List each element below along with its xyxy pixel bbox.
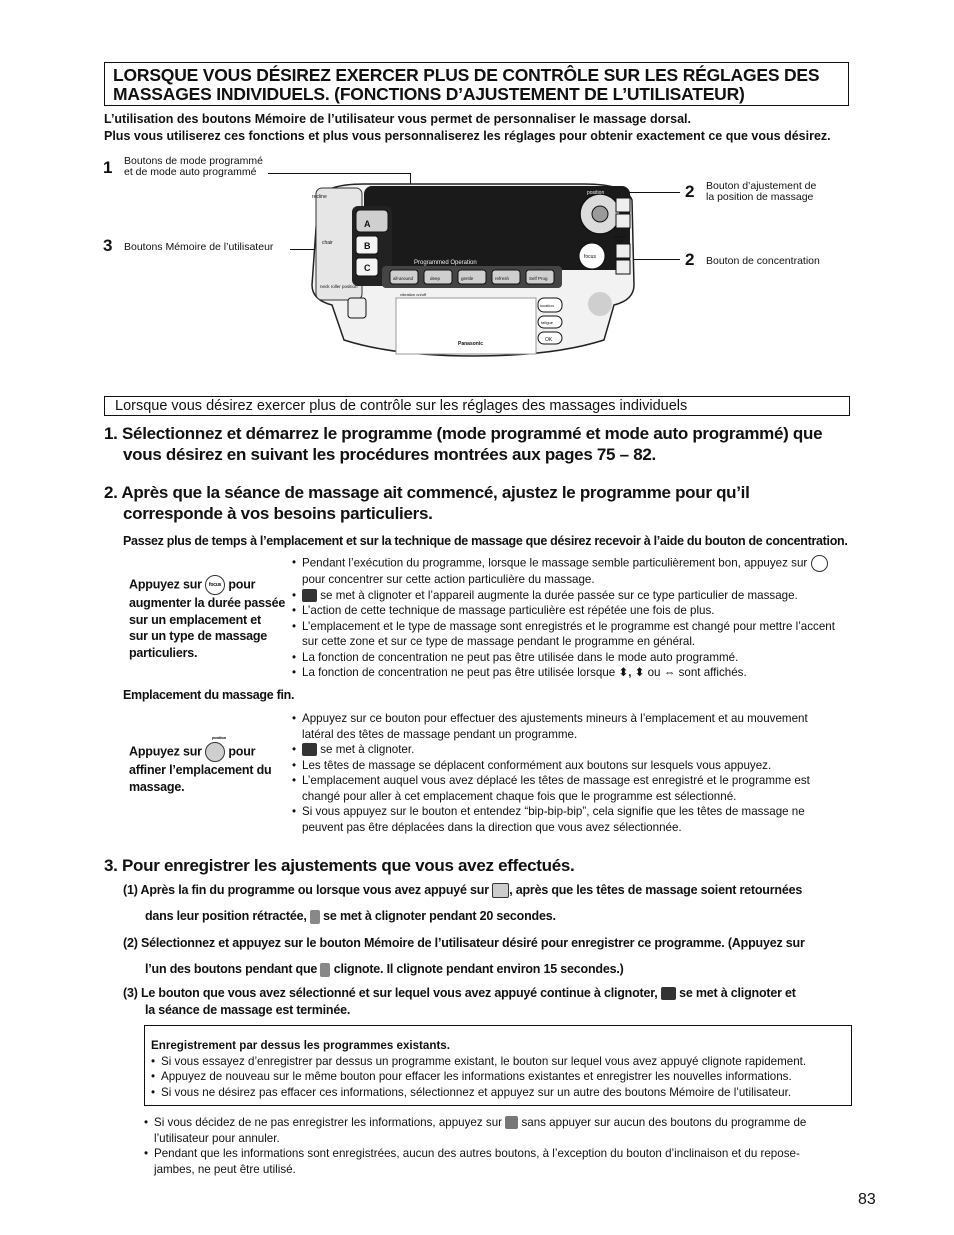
panel-focus-label: focus bbox=[584, 254, 596, 260]
focus-bullet-6 bbox=[292, 665, 852, 681]
position-side-text bbox=[129, 730, 271, 795]
save-step-3-c: la séance de massage est terminée. bbox=[145, 1003, 351, 1017]
intro-line2: Plus vous utiliserez ces fonctions et plus vous personnaliserez les réglages pour obtenir exactement ce que vous désirez. bbox=[104, 129, 831, 143]
position-bullet-1-a: Appuyez sur ce bouton pour effectuer des ajustements mineurs à l’emplacement et au mouvement bbox=[302, 712, 808, 725]
focus-bullet-1-b: pour concentrer sur cette action particulière du massage. bbox=[302, 573, 595, 586]
step-1-line2: vous désirez en suivant les procédures montrées aux pages 75 – 82. bbox=[123, 445, 656, 464]
position-bullet-1-b: latéral des têtes de massage pendant un programme. bbox=[302, 727, 578, 741]
position-bullet-4-a: L’emplacement auquel vous avez déplacé les têtes de massage est enregistré et le programme est bbox=[302, 774, 810, 787]
callout-label-2a bbox=[706, 181, 816, 203]
control-panel-illustration bbox=[304, 180, 644, 358]
user-memory-indicator-icon bbox=[320, 963, 330, 977]
focus-bullet-3: • L’action de cette technique de massage particulière est répétée une fois de plus. bbox=[292, 603, 852, 619]
panel-legs-label: legs bbox=[616, 238, 624, 243]
intro-text bbox=[104, 111, 864, 145]
step-2 bbox=[104, 482, 750, 524]
panel-memory-c: C bbox=[364, 263, 371, 273]
callout-number-2b: 2 bbox=[685, 250, 695, 269]
save-step-1 bbox=[123, 880, 853, 926]
focus-bullet-6-c: sont affichés. bbox=[678, 666, 747, 679]
position-bullet-4-b: changé pour aller à cet emplacement chaque fois que le programme est sélectionné. bbox=[302, 789, 737, 803]
panel-prog3: gentle bbox=[461, 276, 474, 281]
save-step-1-d: se met à clignoter pendant 20 secondes. bbox=[323, 909, 556, 923]
step-3: 3. Pour enregistrer les ajustements que vous avez effectués. bbox=[104, 856, 575, 875]
tail-bullet-1 bbox=[144, 1115, 844, 1146]
save-step-3 bbox=[123, 985, 853, 1019]
focus-bullet-6-b: ou bbox=[647, 666, 661, 679]
leader-line-1 bbox=[268, 173, 410, 174]
position-side-post: pour bbox=[228, 744, 256, 759]
panel-brand-label: Panasonic bbox=[458, 341, 484, 347]
callout-label-1-line2: et de mode auto programmé bbox=[124, 166, 257, 178]
save-step-2 bbox=[123, 933, 853, 979]
focus-side-line4: sur un type de massage bbox=[129, 629, 268, 643]
focus-button-icon bbox=[811, 555, 828, 572]
step-2-line2: corresponde à vos besoins particuliers. bbox=[123, 504, 433, 523]
position-bullet-5-b: peuvent pas être déplacées dans la direction que vous avez sélectionnée. bbox=[302, 820, 682, 834]
focus-bullet-list bbox=[292, 555, 852, 681]
focus-side-pre: Appuyez sur bbox=[129, 577, 202, 592]
page-number: 83 bbox=[858, 1191, 876, 1208]
tail-bullet-2 bbox=[144, 1146, 844, 1177]
seat-adjust-up-icon: ⬍, bbox=[618, 666, 632, 679]
position-bullet-2-text: se met à clignoter. bbox=[320, 743, 415, 756]
section-title-line2: MASSAGES INDIVIDUELS. (FONCTIONS D’AJUSTEMENT DE L’UTILISATEUR) bbox=[113, 84, 745, 104]
step-1-line1: 1. Sélectionnez et démarrez le programme (mode programmé et mode auto programmé) que bbox=[104, 424, 823, 443]
panel-chair-label: chair bbox=[322, 240, 333, 246]
user-memory-indicator-icon bbox=[310, 910, 320, 924]
tail-bullet-list bbox=[144, 1115, 844, 1177]
panel-neck-roller-label: neck roller position bbox=[320, 284, 358, 289]
focus-indicator-icon bbox=[302, 589, 317, 602]
seat-adjust-icon: ⬍ bbox=[634, 666, 645, 679]
focus-indicator-icon bbox=[661, 987, 676, 1000]
save-step-1-c: dans leur position rétractée, bbox=[145, 909, 307, 923]
panel-prog5: Self Prog bbox=[529, 276, 548, 281]
step-2-line1: 2. Après que la séance de massage ait commencé, ajustez le programme pour qu’il bbox=[104, 483, 750, 502]
subheading-text: Lorsque vous désirez exercer plus de contrôle sur les réglages des massages individuels bbox=[115, 398, 688, 414]
tail-bullet-1-c: l’utilisateur pour annuler. bbox=[154, 1131, 280, 1145]
focus-button-icon: focus bbox=[205, 575, 225, 595]
save-step-3-b: se met à clignoter et bbox=[679, 986, 796, 1000]
panel-fatigue-label: fatigue bbox=[541, 320, 554, 325]
panel-prog2: deep bbox=[430, 276, 441, 281]
position-bullet-4 bbox=[292, 773, 852, 804]
callout-label-1-line1: Boutons de mode programmé bbox=[124, 155, 263, 167]
save-step-2-a: (2) Sélectionnez et appuyez sur le bouton Mémoire de l’utilisateur désiré pour enregistrer ce programme. (Appuyez sur bbox=[123, 936, 805, 950]
section-title-line1: LORSQUE VOUS DÉSIREZ EXERCER PLUS DE CONTRÔLE SUR LES RÉGLAGES DES bbox=[113, 65, 820, 85]
tail-bullet-1-a: Si vous décidez de ne pas enregistrer les informations, appuyez sur bbox=[154, 1116, 502, 1129]
save-step-2-b: l’un des boutons pendant que bbox=[145, 962, 318, 976]
section-title-box bbox=[104, 62, 849, 106]
stretch-arrow-icon: ⇔ bbox=[663, 666, 676, 679]
position-side-line2: affiner l’emplacement du bbox=[129, 763, 272, 777]
focus-bullet-5: • La fonction de concentration ne peut pas être utilisée dans le mode auto programmé. bbox=[292, 650, 852, 666]
position-bullet-5-a: Si vous appuyez sur le bouton et entendez “bip-bip-bip”, cela signifie que les têtes de massage ne bbox=[302, 805, 805, 818]
focus-bullet-4 bbox=[292, 619, 852, 650]
position-bullet-5 bbox=[292, 804, 852, 835]
overwrite-note-bullet-3: • Si vous ne désirez pas effacer ces informations, sélectionnez et appuyez sur un autre des boutons Mémoire de l’utilisateur. bbox=[151, 1085, 845, 1101]
save-step-1-a: (1) Après la fin du programme ou lorsque vous avez appuyé sur bbox=[123, 883, 489, 897]
focus-bullet-2-text: se met à clignoter et l’appareil augmente la durée passée sur ce type particulier de massage. bbox=[320, 588, 798, 602]
focus-side-line2: augmenter la durée passée bbox=[129, 596, 286, 610]
focus-bullet-2 bbox=[292, 588, 852, 604]
callout-number-3: 3 bbox=[103, 236, 113, 255]
focus-side-line5: particuliers. bbox=[129, 645, 198, 660]
save-step-1-b: , après que les têtes de massage soient retournées bbox=[509, 883, 803, 897]
overwrite-note-bullet-2: • Appuyez de nouveau sur le même bouton pour effacer les informations existantes et enregistrer les nouvelles informations. bbox=[151, 1069, 845, 1085]
panel-prog4: refresh bbox=[495, 276, 510, 281]
panel-recline-label: recline bbox=[312, 194, 327, 200]
position-side-line3: massage. bbox=[129, 779, 185, 794]
position-icon-label: position bbox=[212, 735, 226, 740]
focus-side-text bbox=[129, 575, 285, 661]
callout-label-2a-line2: la position de massage bbox=[706, 191, 814, 203]
panel-prog1: all-around bbox=[393, 276, 414, 281]
position-bullet-list bbox=[292, 711, 852, 835]
focus-bullet-1 bbox=[292, 555, 852, 588]
overwrite-note-bullet-1: • Si vous essayez d’enregistrer par dessus un programme existant, le bouton sur lequel vous avez appuyé clignote rapidement. bbox=[151, 1054, 845, 1070]
power-button-icon bbox=[492, 883, 509, 898]
tail-bullet-2-b: jambes, ne peut être utilisé. bbox=[154, 1162, 296, 1176]
focus-side-post: pour bbox=[228, 577, 256, 592]
focus-bullet-6-a: La fonction de concentration ne peut pas être utilisée lorsque bbox=[302, 666, 616, 679]
fine-location-heading: Emplacement du massage fin. bbox=[123, 688, 295, 702]
callout-label-2b: Bouton de concentration bbox=[706, 255, 820, 267]
intro-line1: L’utilisation des boutons Mémoire de l’utilisateur vous permet de personnaliser le massage dorsal. bbox=[104, 112, 691, 126]
overwrite-note-heading: Enregistrement par dessus les programmes existants. bbox=[151, 1039, 450, 1052]
position-bullet-1 bbox=[292, 711, 852, 742]
panel-vibration-label: vibration on/off bbox=[400, 292, 427, 297]
step-1 bbox=[104, 423, 822, 465]
panel-location-label: location bbox=[540, 303, 554, 308]
focus-bullet-1-a: Pendant l’exécution du programme, lorsque le massage semble particulièrement bon, appuyez sur bbox=[302, 556, 808, 570]
panel-memory-a: A bbox=[364, 219, 371, 229]
subheading-box bbox=[104, 396, 850, 416]
panel-stretch-label: stretch bbox=[614, 234, 627, 239]
step-2-instruction: Passez plus de temps à l’emplacement et sur la technique de massage que désirez recevoir à l’aide du bouton de concentration. bbox=[123, 534, 848, 548]
panel-ok-label: OK bbox=[545, 337, 553, 343]
power-button-icon bbox=[505, 1116, 518, 1129]
position-bullet-2 bbox=[292, 742, 852, 758]
overwrite-note-box bbox=[144, 1025, 852, 1106]
save-step-3-a: (3) Le bouton que vous avez sélectionné et sur lequel vous avez appuyé continue à clignoter, bbox=[123, 986, 658, 1000]
callout-number-1: 1 bbox=[103, 158, 113, 177]
panel-memory-b: B bbox=[364, 241, 371, 251]
focus-bullet-4-b: sur cette zone et sur ce type de massage pendant le programme en général. bbox=[302, 635, 696, 648]
panel-programmed-label: Programmed Operation bbox=[414, 260, 477, 266]
position-indicator-icon bbox=[302, 743, 317, 756]
focus-bullet-4-a: L’emplacement et le type de massage sont enregistrés et le programme est changé pour mettre l’accent bbox=[302, 619, 835, 633]
position-side-pre: Appuyez sur bbox=[129, 744, 202, 759]
callout-label-2a-line1: Bouton d’ajustement de bbox=[706, 180, 817, 192]
save-step-2-c: clignote. Il clignote pendant environ 15 secondes.) bbox=[333, 962, 624, 976]
callout-number-2a: 2 bbox=[685, 182, 695, 201]
callout-label-3: Boutons Mémoire de l’utilisateur bbox=[124, 241, 274, 253]
tail-bullet-1-b: sans appuyer sur aucun des boutons du programme de bbox=[521, 1116, 807, 1129]
panel-position-label: position bbox=[587, 190, 605, 196]
focus-side-line3: sur un emplacement et bbox=[129, 612, 261, 627]
tail-bullet-2-a: Pendant que les informations sont enregistrées, aucun des autres boutons, à l’exception du bouton d’inclinaison et du repose- bbox=[154, 1147, 800, 1160]
position-bullet-3: • Les têtes de massage se déplacent conformément aux boutons sur lesquels vous appuyez. bbox=[292, 758, 852, 774]
callout-label-1 bbox=[124, 156, 263, 178]
